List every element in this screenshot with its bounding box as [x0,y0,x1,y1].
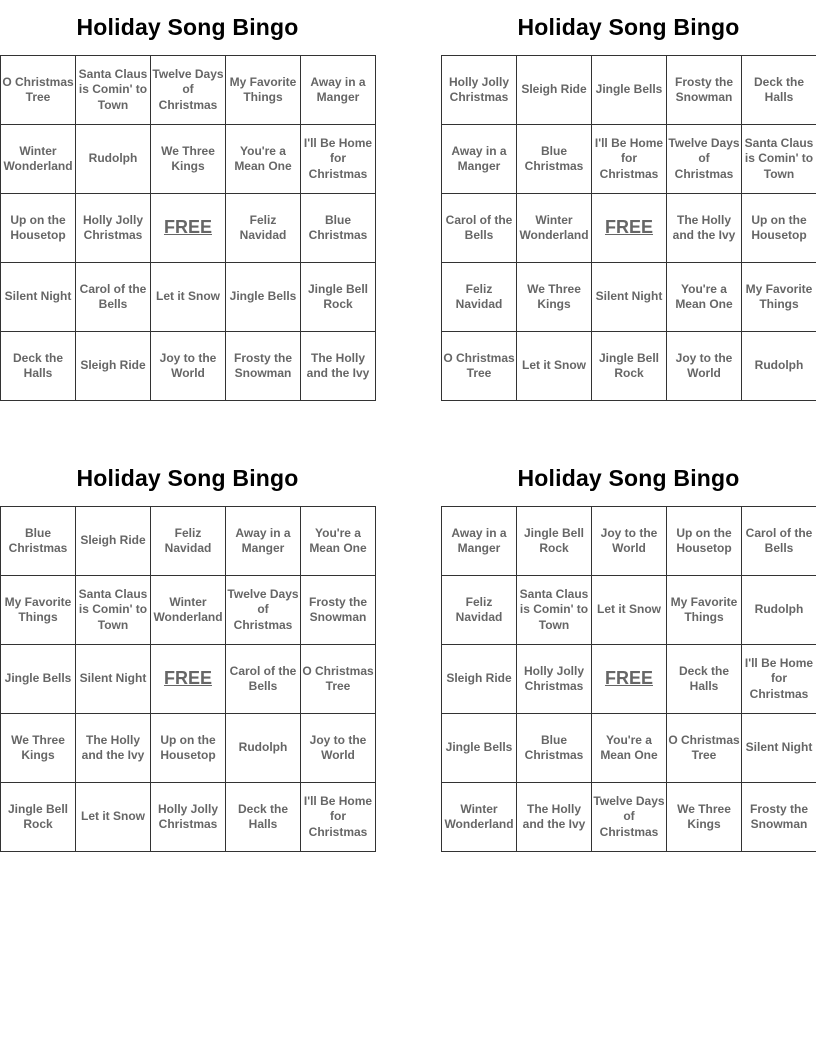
grid-row [1,783,376,852]
grid-row [442,576,816,645]
bingo-cell: Silent Night [592,263,667,332]
bingo-cell: Blue Christmas [517,125,592,194]
bingo-cell: My Favorite Things [226,56,301,125]
grid-row [442,714,816,783]
bingo-cell: Joy to the World [301,714,376,783]
grid-row [442,56,816,125]
grid-row [442,125,816,194]
bingo-cell: Sleigh Ride [442,645,517,714]
card-title: Holiday Song Bingo [517,14,740,40]
grid-row [442,645,816,714]
bingo-cell: Carol of the Bells [742,507,816,576]
card-title: Holiday Song Bingo [76,465,299,491]
bingo-cell: O Christmas Tree [667,714,742,783]
bingo-cell: Sleigh Ride [76,332,151,401]
bingo-cell: Santa Claus is Comin' to Town [517,576,592,645]
bingo-cell: I'll Be Home for Christmas [301,125,376,194]
bingo-cell: Up on the Housetop [742,194,816,263]
bingo-cell: Rudolph [742,576,816,645]
bingo-cell: Joy to the World [592,507,667,576]
bingo-cell: You're a Mean One [301,507,376,576]
bingo-cell: Joy to the World [667,332,742,401]
grid-row [1,56,376,125]
card-title: Holiday Song Bingo [517,465,740,491]
bingo-cell: Silent Night [742,714,816,783]
bingo-cell: You're a Mean One [592,714,667,783]
bingo-cell: Blue Christmas [1,507,76,576]
bingo-cell: Deck the Halls [1,332,76,401]
bingo-cell: Twelve Days of Christmas [151,56,226,125]
bingo-cell: Up on the Housetop [151,714,226,783]
free-space: FREE [151,194,226,263]
bingo-cell: Away in a Manger [226,507,301,576]
card-title: Holiday Song Bingo [76,14,299,40]
bingo-card-top-left [0,0,375,410]
bingo-cell: Up on the Housetop [1,194,76,263]
bingo-cell: Jingle Bells [226,263,301,332]
bingo-cell: You're a Mean One [667,263,742,332]
bingo-cell: Winter Wonderland [1,125,76,194]
bingo-cell: Twelve Days of Christmas [667,125,742,194]
bingo-cell: Rudolph [76,125,151,194]
bingo-cell: Carol of the Bells [226,645,301,714]
bingo-cell: Away in a Manger [301,56,376,125]
bingo-cell: O Christmas Tree [1,56,76,125]
bingo-cell: Blue Christmas [517,714,592,783]
bingo-cell: The Holly and the Ivy [517,783,592,852]
bingo-cell: Twelve Days of Christmas [226,576,301,645]
bingo-cell: Joy to the World [151,332,226,401]
bingo-cell: We Three Kings [1,714,76,783]
bingo-cell: Blue Christmas [301,194,376,263]
grid-row [442,263,816,332]
bingo-cell: Santa Claus is Comin' to Town [76,56,151,125]
bingo-cell: Rudolph [226,714,301,783]
bingo-cell: Carol of the Bells [76,263,151,332]
bingo-cell: Jingle Bells [592,56,667,125]
bingo-card-top-right [441,0,816,410]
bingo-cell: Holly Jolly Christmas [442,56,517,125]
grid-row [1,332,376,401]
grid-row [1,576,376,645]
bingo-cell: Jingle Bells [1,645,76,714]
free-space: FREE [592,194,667,263]
bingo-cell: Frosty the Snowman [742,783,816,852]
bingo-cell: I'll Be Home for Christmas [742,645,816,714]
bingo-cell: Deck the Halls [226,783,301,852]
bingo-grid [441,55,816,401]
bingo-cell: Holly Jolly Christmas [76,194,151,263]
bingo-cell: Jingle Bell Rock [517,507,592,576]
bingo-cell: The Holly and the Ivy [301,332,376,401]
bingo-cell: Away in a Manger [442,507,517,576]
bingo-cell: We Three Kings [151,125,226,194]
bingo-cell: You're a Mean One [226,125,301,194]
bingo-cell: Twelve Days of Christmas [592,783,667,852]
bingo-cell: Rudolph [742,332,816,401]
bingo-cell: O Christmas Tree [442,332,517,401]
bingo-cell: Deck the Halls [667,645,742,714]
grid-row [1,194,376,263]
bingo-cell: The Holly and the Ivy [667,194,742,263]
grid-row [1,263,376,332]
bingo-cell: My Favorite Things [667,576,742,645]
bingo-cell: Feliz Navidad [226,194,301,263]
bingo-cell: Let it Snow [592,576,667,645]
grid-row [1,125,376,194]
bingo-grid [0,506,376,852]
grid-row [442,507,816,576]
bingo-cell: Let it Snow [76,783,151,852]
bingo-cell: Frosty the Snowman [226,332,301,401]
grid-row [442,332,816,401]
bingo-card-bottom-right [441,451,816,861]
bingo-cell: The Holly and the Ivy [76,714,151,783]
bingo-cell: My Favorite Things [1,576,76,645]
bingo-cell: Deck the Halls [742,56,816,125]
bingo-cell: Santa Claus is Comin' to Town [742,125,816,194]
bingo-cell: We Three Kings [517,263,592,332]
bingo-cell: Let it Snow [151,263,226,332]
bingo-grid [441,506,816,852]
grid-row [1,714,376,783]
bingo-cell: Winter Wonderland [151,576,226,645]
grid-row [442,783,816,852]
bingo-cell: Let it Snow [517,332,592,401]
bingo-cell: My Favorite Things [742,263,816,332]
bingo-cell: Frosty the Snowman [667,56,742,125]
bingo-cell: Away in a Manger [442,125,517,194]
bingo-cell: Jingle Bell Rock [592,332,667,401]
bingo-cell: Feliz Navidad [151,507,226,576]
free-space: FREE [592,645,667,714]
bingo-cell: I'll Be Home for Christmas [301,783,376,852]
grid-row [1,507,376,576]
bingo-cell: Up on the Housetop [667,507,742,576]
bingo-cell: Sleigh Ride [517,56,592,125]
bingo-cell: Jingle Bell Rock [301,263,376,332]
bingo-cell: I'll Be Home for Christmas [592,125,667,194]
bingo-grid [0,55,376,401]
bingo-cell: Winter Wonderland [442,783,517,852]
grid-row [1,645,376,714]
bingo-cell: Sleigh Ride [76,507,151,576]
bingo-cell: O Christmas Tree [301,645,376,714]
bingo-cell: Silent Night [76,645,151,714]
bingo-cell: Frosty the Snowman [301,576,376,645]
grid-row [442,194,816,263]
bingo-cell: Feliz Navidad [442,263,517,332]
bingo-cell: We Three Kings [667,783,742,852]
bingo-cell: Feliz Navidad [442,576,517,645]
bingo-cell: Carol of the Bells [442,194,517,263]
bingo-cell: Santa Claus is Comin' to Town [76,576,151,645]
bingo-cell: Holly Jolly Christmas [151,783,226,852]
bingo-cell: Winter Wonderland [517,194,592,263]
bingo-cell: Silent Night [1,263,76,332]
bingo-cell: Jingle Bell Rock [1,783,76,852]
bingo-cell: Jingle Bells [442,714,517,783]
free-space: FREE [151,645,226,714]
bingo-cell: Holly Jolly Christmas [517,645,592,714]
bingo-card-bottom-left [0,451,375,861]
